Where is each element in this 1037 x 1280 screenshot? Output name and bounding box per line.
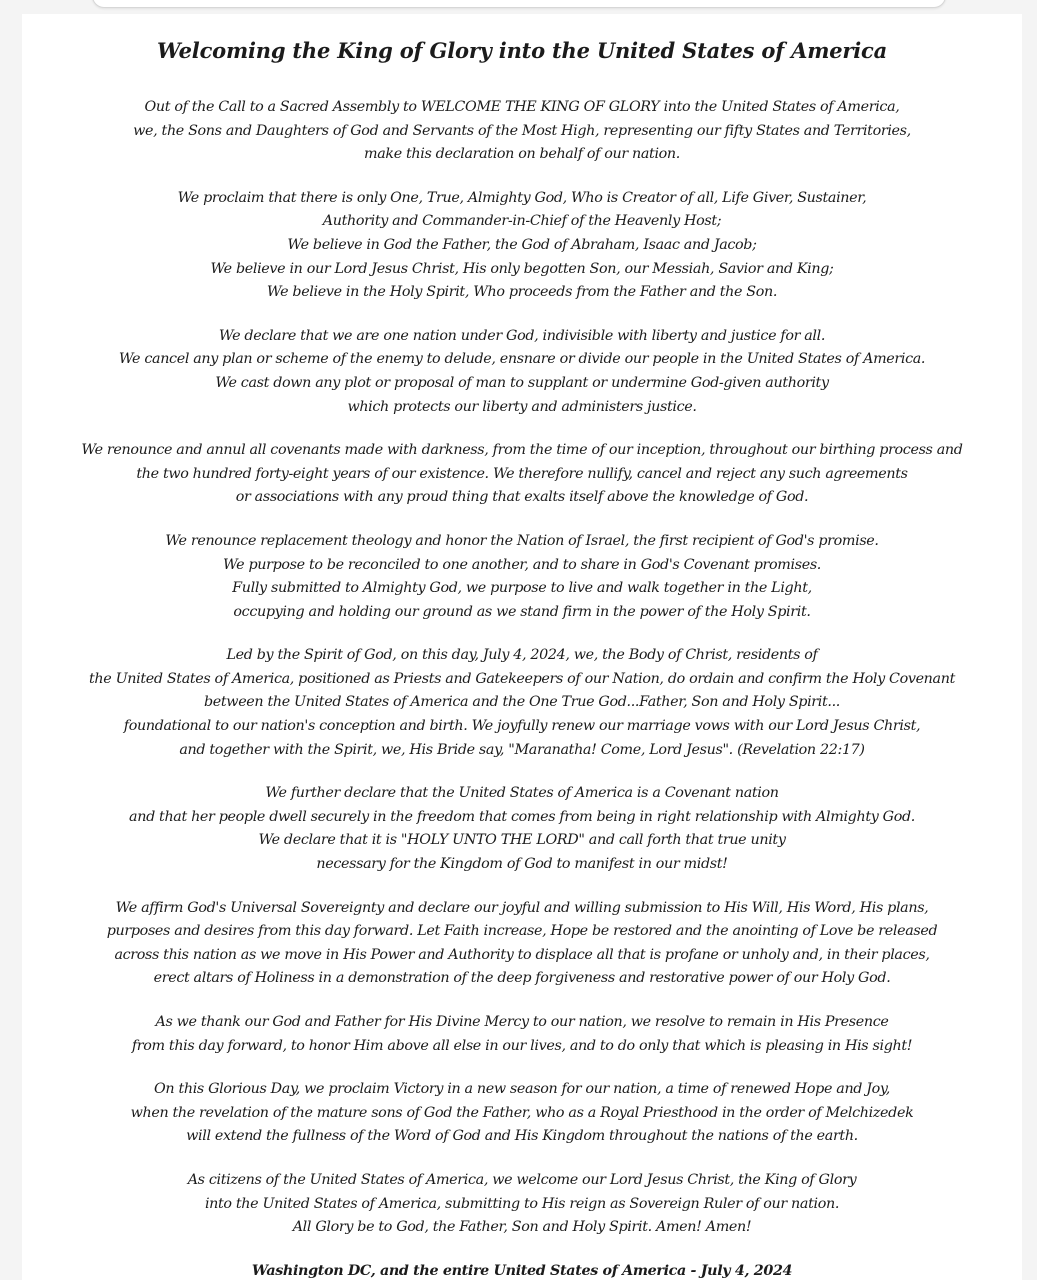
paragraph-line: Led by the Spirit of God, on this day, July 4, 2024, we, the Body of Christ, residents of <box>226 647 818 664</box>
declaration-paragraph <box>22 1169 1022 1240</box>
paragraph-line: make this declaration on behalf of our nation. <box>364 146 680 163</box>
paragraph-line: We renounce and annul all covenants made with darkness, from the time of our inception, throughout our birthing process and <box>81 442 963 459</box>
paragraph-line: and that her people dwell securely in the freedom that comes from being in right relationship with Almighty God. <box>129 808 915 825</box>
paragraph-line: We believe in the Holy Spirit, Who proceeds from the Father and the Son. <box>266 284 778 301</box>
closing-line: Washington DC, and the entire United States of America - July 4, 2024 <box>251 1262 793 1279</box>
paragraph-line: We cancel any plan or scheme of the enemy to delude, ensnare or divide our people in the United States of America. <box>118 351 926 368</box>
declaration-paragraph <box>22 439 1022 510</box>
paragraph-line: We believe in our Lord Jesus Christ, His only begotten Son, our Messiah, Savior and King; <box>210 260 834 277</box>
paragraph-line: the United States of America, positioned as Priests and Gatekeepers of our Nation, do ordain and confirm the Holy Covenant <box>89 670 955 687</box>
declaration-paragraph <box>22 530 1022 624</box>
paragraph-line: Authority and Commander-in-Chief of the Heavenly Host; <box>322 213 722 230</box>
paragraph-line: into the United States of America, submitting to His reign as Sovereign Ruler of our nation. <box>204 1195 840 1212</box>
paragraph-line: We renounce replacement theology and honor the Nation of Israel, the first recipient of God's promise. <box>165 532 879 549</box>
paragraph-line: On this Glorious Day, we proclaim Victory in a new season for our nation, a time of renewed Hope and Joy, <box>154 1081 890 1098</box>
paragraph-line: We purpose to be reconciled to one another, and to share in God's Covenant promises. <box>223 556 821 573</box>
paragraph-line: which protects our liberty and administers justice. <box>347 398 697 415</box>
paragraph-line: foundational to our nation's conception and birth. We joyfully renew our marriage vows with our Lord Jesus Christ, <box>123 718 921 735</box>
paragraph-line: across this nation as we move in His Power and Authority to displace all that is profane or unholy and, in their places, <box>114 946 930 963</box>
declaration-paragraph <box>22 644 1022 762</box>
paragraph-line: We cast down any plot or proposal of man to supplant or undermine God-given authority <box>215 374 829 391</box>
paragraph-line: All Glory be to God, the Father, Son and Holy Spirit. Amen! Amen! <box>292 1219 752 1236</box>
paragraph-line: We declare that it is "HOLY UNTO THE LORD" and call forth that true unity <box>258 832 786 849</box>
paragraph-line: As citizens of the United States of America, we welcome our Lord Jesus Christ, the King of Glory <box>187 1171 857 1188</box>
paragraph-line: we, the Sons and Daughters of God and Servants of the Most High, representing our fifty States and Territories, <box>133 122 911 139</box>
paragraph-line: As we thank our God and Father for His Divine Mercy to our nation, we resolve to remain in His Presence <box>155 1014 889 1030</box>
paragraph-line: Fully submitted to Almighty God, we purpose to live and walk together in the Light, <box>232 580 812 597</box>
previous-card-edge <box>92 0 946 8</box>
declaration-paragraph <box>22 782 1022 876</box>
declaration-paragraph <box>22 96 1022 167</box>
paragraph-line: between the United States of America and the One True God...Father, Son and Holy Spirit... <box>204 694 840 711</box>
declaration-body <box>22 96 1022 1240</box>
declaration-paragraph <box>22 1078 1022 1149</box>
paragraph-line: We proclaim that there is only One, True, Almighty God, Who is Creator of all, Life Giver, Sustainer, <box>177 189 867 206</box>
paragraph-line: erect altars of Holiness in a demonstration of the deep forgiveness and restorative power of our Holy God. <box>153 970 891 987</box>
paragraph-line: We affirm God's Universal Sovereignty and declare our joyful and willing submission to His Will, His Word, His plans, <box>115 899 929 916</box>
paragraph-line: and together with the Spirit, we, His Bride say, "Maranatha! Come, Lord Jesus". (Revelation 22:17) <box>179 741 865 758</box>
document-page <box>22 14 1022 1280</box>
paragraph-line: will extend the fullness of the Word of God and His Kingdom throughout the nations of the earth. <box>186 1128 858 1145</box>
paragraph-line: or associations with any proud thing that exalts itself above the knowledge of God. <box>235 489 809 506</box>
declaration-paragraph <box>22 897 1022 991</box>
document-title: Welcoming the King of Glory into the United States of America <box>156 38 888 63</box>
paragraph-line: occupying and holding our ground as we stand firm in the power of the Holy Spirit. <box>233 603 811 620</box>
declaration-document <box>22 36 1022 1280</box>
paragraph-line: from this day forward, to honor Him above all else in our lives, and to do only that which is pleasing in His sight! <box>131 1037 913 1054</box>
paragraph-line: We believe in God the Father, the God of Abraham, Isaac and Jacob; <box>287 236 757 253</box>
paragraph-line: We further declare that the United States of America is a Covenant nation <box>265 785 779 802</box>
declaration-paragraph <box>22 187 1022 305</box>
paragraph-line: when the revelation of the mature sons of God the Father, who as a Royal Priesthood in the order of Melchizedek <box>130 1104 914 1121</box>
paragraph-line: Out of the Call to a Sacred Assembly to WELCOME THE KING OF GLORY into the United States of America, <box>144 99 900 115</box>
closing-paragraph <box>22 1260 1022 1280</box>
paragraph-line: We declare that we are one nation under God, indivisible with liberty and justice for all. <box>218 327 826 344</box>
declaration-paragraph <box>22 325 1022 419</box>
paragraph-line: purposes and desires from this day forward. Let Faith increase, Hope be restored and the anointing of Love be released <box>106 923 938 940</box>
paragraph-line: the two hundred forty-eight years of our existence. We therefore nullify, cancel and reject any such agreements <box>136 465 908 482</box>
paragraph-line: necessary for the Kingdom of God to manifest in our midst! <box>316 856 728 873</box>
declaration-paragraph <box>22 1011 1022 1058</box>
